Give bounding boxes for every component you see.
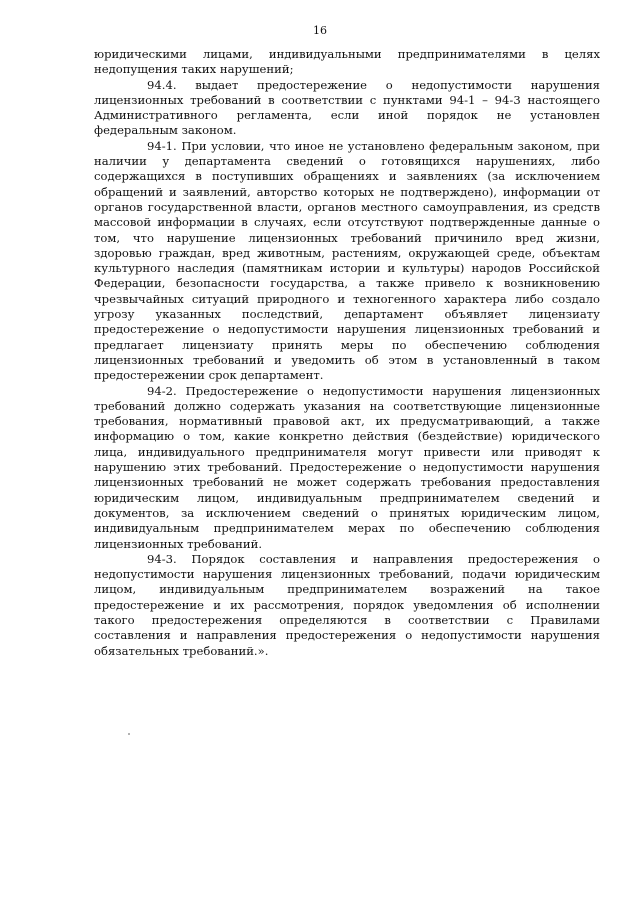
text-line: документов, за исключением сведений о принятых юридическим лицом,	[94, 505, 600, 520]
text-line: нарушению этих требований. Предостережение о недопустимости нарушения	[94, 460, 600, 475]
text-line: чрезвычайных ситуаций природного и техногенного характера либо создало	[94, 291, 600, 306]
text-line: требований должно содержать указания на соответствующие лицензионные	[94, 398, 600, 413]
paragraph-p94_4	[94, 78, 600, 139]
text-line: недопущения таких нарушений;	[94, 62, 294, 77]
text-line: 94-2. Предостережение о недопустимости нарушения лицензионных	[147, 383, 600, 398]
text-line: составления и направления предостережения о недопустимости нарушения	[94, 628, 600, 643]
text-line: предостережение и их рассмотрения, порядок уведомления об исполнении	[94, 597, 600, 612]
paragraph-p94_3	[94, 552, 600, 659]
text-line: лицензионных требований в соответствии с пунктами 94-1 – 94-3 настоящего	[94, 92, 600, 107]
text-line: лицом, индивидуальным предпринимателем возражений на такое	[94, 582, 600, 597]
text-line: Административного регламента, если иной порядок не установлен	[94, 108, 600, 123]
text-line: предостережение о недопустимости нарушения лицензионных требований и	[94, 322, 600, 337]
page-number: 16	[313, 24, 327, 37]
text-line: юридическими лицами, индивидуальными предпринимателями в целях	[94, 47, 600, 61]
text-line: наличии у департамента сведений о готовящихся нарушениях, либо	[94, 154, 600, 169]
text-line: лица, индивидуального предпринимателя могут привести или приводят к	[94, 444, 600, 459]
paragraph-cont	[94, 47, 600, 78]
text-line: культурного наследия (памятникам истории и культуры) народов Российской	[94, 261, 600, 276]
text-line: Федерации, безопасности государства, а также привело к возникновению	[94, 276, 600, 291]
text-line: недопустимости нарушения лицензионных требований, подачи юридическим	[94, 567, 600, 582]
paragraph-p94_2	[94, 384, 600, 552]
text-line: лицензионных требований не может содержать требования предоставления	[94, 475, 600, 490]
text-line: том, что нарушение лицензионных требований причинило вред жизни,	[94, 230, 600, 245]
text-line: 94-3. Порядок составления и направления предостережения о	[147, 551, 600, 566]
text-line: обязательных требований.».	[94, 643, 269, 658]
text-line: предлагает лицензиату принять меры по обеспечению соблюдения	[94, 337, 600, 352]
text-line: лицензионных требований и уведомить об этом в установленный в таком	[94, 352, 600, 367]
text-line: содержащихся в поступивших обращениях и заявлениях (за исключением	[94, 169, 600, 184]
text-line: предостережении срок департамент.	[94, 368, 324, 383]
text-line: лицензионных требований.	[94, 536, 263, 551]
text-line: юридическим лицом, индивидуальным предпринимателем сведений и	[94, 490, 600, 505]
text-line: органов государственной власти, органов местного самоуправления, из средств	[94, 199, 600, 214]
text-line: угрозу указанных последствий, департамент объявляет лицензиату	[94, 307, 600, 322]
text-line: 94.4. выдает предостережение о недопустимости нарушения	[147, 77, 600, 92]
text-line: федеральным законом.	[94, 123, 237, 138]
text-line: массовой информации в случаях, если отсутствуют подтвержденные данные о	[94, 215, 600, 230]
text-line: информацию о том, какие конкретно действия (бездействие) юридического	[94, 429, 600, 444]
text-line: такого предостережения определяются в соответствии с Правилами	[94, 612, 600, 627]
paragraph-p94_1	[94, 139, 600, 384]
scan-artifact-dot	[128, 733, 130, 735]
text-line: требования, нормативный правовой акт, их предусматривающий, а также	[94, 414, 600, 429]
text-line: здоровью граждан, вред животным, растениям, окружающей среде, объектам	[94, 245, 600, 260]
text-line: обращений и заявлений, авторство которых не подтверждено), информации от	[94, 184, 600, 199]
text-line: индивидуальным предпринимателем мерах по обеспечению соблюдения	[94, 521, 600, 536]
text-line: 94-1. При условии, что иное не установлено федеральным законом, при	[147, 138, 600, 153]
document-body	[94, 47, 600, 659]
